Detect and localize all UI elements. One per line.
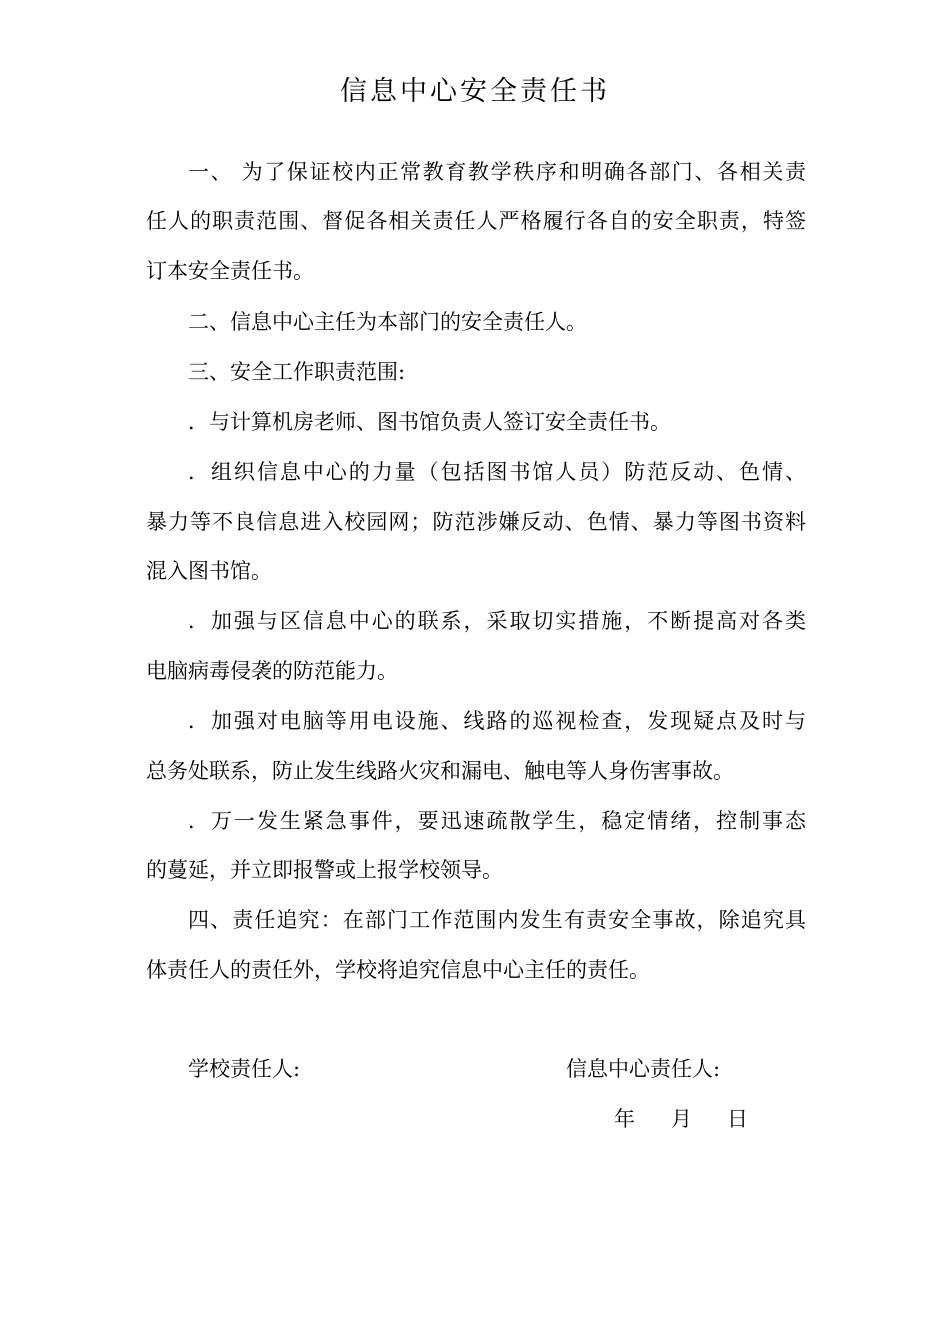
school-signature-label: 学校责任人: bbox=[188, 1057, 301, 1081]
paragraph-4-line-2: 体责任人的责任外，学校将追究信息中心主任的责任。 bbox=[146, 958, 650, 982]
date-month-label: 月 bbox=[671, 1107, 692, 1131]
item-2-line-3: 混入图书馆。 bbox=[146, 559, 272, 583]
paragraph-3-line-1: 三、安全工作职责范围: bbox=[188, 360, 406, 384]
item-4-line-2: 总务处联系，防止发生线路火灾和漏电、触电等人身伤害事故。 bbox=[146, 759, 734, 783]
document-title: 信息中心安全责任书 bbox=[340, 76, 610, 107]
date-year-label: 年 bbox=[614, 1107, 635, 1131]
paragraph-1-line-1: 一、 为了保证校内正常教育教学秩序和明确各部门、各相关责 bbox=[188, 160, 806, 184]
item-5-line-1: ．万一发生紧急事件，要迅速疏散学生，稳定情绪，控制事态 bbox=[188, 809, 806, 833]
center-signature-label: 信息中心责任人: bbox=[566, 1057, 721, 1081]
paragraph-2-line-1: 二、信息中心主任为本部门的安全责任人。 bbox=[188, 310, 587, 334]
paragraph-1-line-3: 订本安全责任书。 bbox=[146, 259, 314, 283]
paragraph-4-line-1: 四、责任追究：在部门工作范围内发生有责安全事故，除追究具 bbox=[188, 908, 806, 932]
item-1-line-1: ．与计算机房老师、图书馆负责人签订安全责任书。 bbox=[188, 410, 671, 434]
item-2-line-2: 暴力等不良信息进入校园网；防范涉嫌反动、色情、暴力等图书资料 bbox=[146, 510, 806, 534]
date-day-label: 日 bbox=[727, 1107, 748, 1131]
item-2-line-1: ．组织信息中心的力量（包括图书馆人员）防范反动、色情、 bbox=[188, 460, 806, 484]
item-5-line-2: 的蔓延，并立即报警或上报学校领导。 bbox=[146, 858, 503, 882]
item-3-line-1: ．加强与区信息中心的联系，采取切实措施，不断提高对各类 bbox=[188, 609, 806, 633]
paragraph-1-line-2: 任人的职责范围、督促各相关责任人严格履行各自的安全职责，特签 bbox=[146, 209, 806, 233]
item-3-line-2: 电脑病毒侵袭的防范能力。 bbox=[146, 659, 398, 683]
item-4-line-1: ．加强对电脑等用电设施、线路的巡视检查，发现疑点及时与 bbox=[188, 709, 806, 733]
